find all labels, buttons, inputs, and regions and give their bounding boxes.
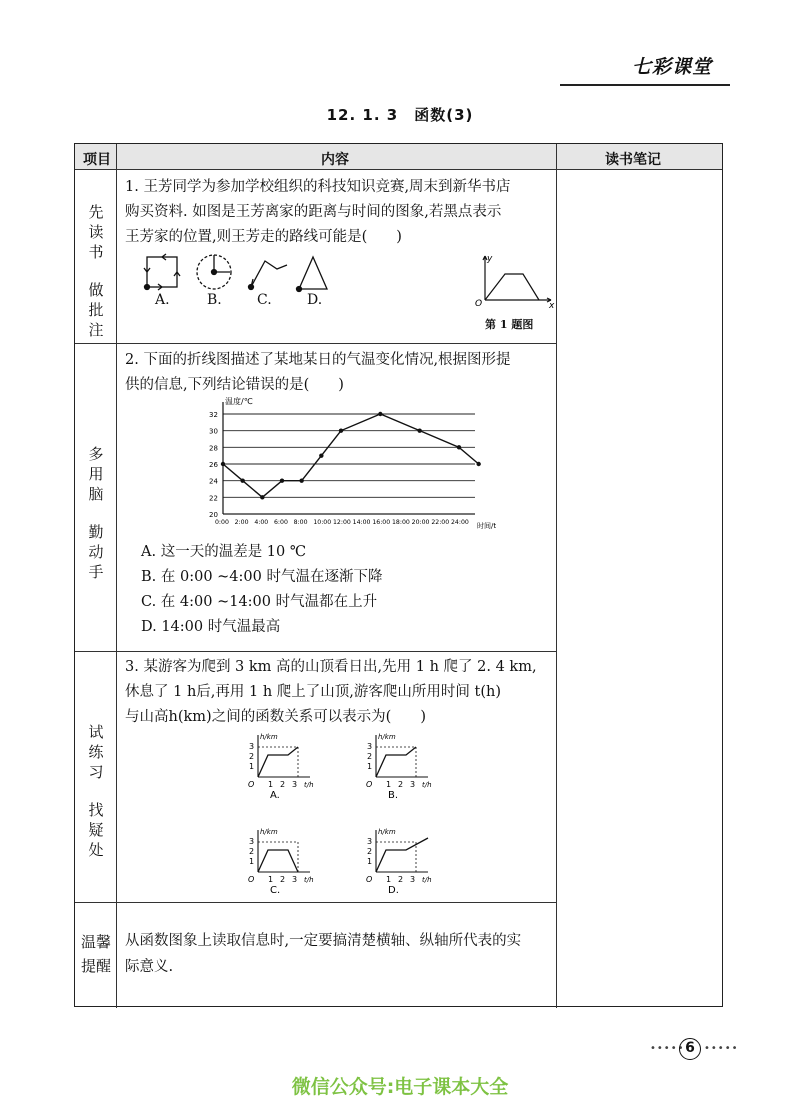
answer-a: A. 这一天的温差是 10 ℃ — [141, 544, 307, 560]
x-tick: 1 — [386, 875, 392, 884]
y-tick: 3 — [367, 837, 373, 846]
axes — [258, 735, 310, 777]
temperature-point — [378, 412, 382, 416]
header-notes: 读书笔记 — [605, 152, 661, 168]
answer-c: C. 在 4:00 ~14:00 时气温都在上升 — [141, 594, 378, 610]
graph-y-label: y — [487, 254, 493, 264]
question-3-text: 3. 某游客为爬到 3 km 高的山顶看日出,先用 1 h 爬了 2. 4 km, 休息了 1 h后,再用 1 h 爬上了山顶,游客爬山所用时间 t(h) 与山高h(km)之间的函数关系可以表示为( ) — [125, 659, 537, 725]
x-tick-label: 0:00 — [215, 519, 229, 526]
height-curve — [376, 838, 428, 872]
origin-label: O — [366, 875, 373, 884]
question-1-text: 1. 王芳同学为参加学校组织的科技知识竞赛,周末到新华书店 购买资料. 如图是王芳离家的距离与时间的图象,若黑点表示 王芳家的位置,则王芳走的路线可能是( ) — [125, 179, 511, 245]
y-tick: 1 — [249, 762, 255, 771]
page-title: 12. 1. 3 函数(3) — [326, 106, 474, 124]
origin-label: O — [248, 780, 255, 789]
temperature-point — [240, 478, 244, 482]
temperature-point — [319, 453, 323, 457]
temperature-point — [339, 428, 343, 432]
x-tick-label: 8:00 — [293, 519, 308, 526]
temperature-point — [280, 478, 284, 482]
row-divider — [75, 902, 557, 903]
x-tick: 2 — [280, 780, 286, 789]
graph-x-label: t/h — [422, 781, 432, 789]
guide-lines — [376, 842, 416, 872]
question-2-options — [141, 540, 382, 640]
row-label-2: 多 用 脑 勤 动 手 — [88, 445, 104, 581]
x-tick-label: 12:00 — [333, 519, 351, 526]
graph-y-label: h/km — [260, 733, 278, 741]
y-tick: 3 — [367, 742, 373, 751]
mountain-graph-b — [358, 729, 438, 801]
y-tick-label: 20 — [209, 511, 218, 519]
height-curve — [258, 850, 298, 872]
row-divider — [75, 651, 557, 652]
route-c — [249, 261, 288, 290]
y-tick: 2 — [367, 847, 373, 856]
table-header — [75, 144, 722, 170]
x-tick-label: 22:00 — [431, 519, 450, 526]
x-tick-label: 4:00 — [254, 519, 269, 526]
y-tick: 2 — [367, 752, 373, 761]
reminder-text: 从函数图象上读取信息时,一定要搞清楚横轴、纵轴所代表的实 际意义. — [125, 933, 522, 975]
distance-time-graph — [467, 252, 557, 308]
x-tick: 1 — [386, 780, 392, 789]
row-divider — [75, 343, 557, 344]
row-label-1: 先 读 书 做 批 注 — [88, 203, 104, 339]
x-tick-label: 20:00 — [411, 519, 430, 526]
x-tick: 3 — [292, 875, 298, 884]
x-tick: 1 — [268, 875, 274, 884]
y-tick: 1 — [249, 857, 255, 866]
axes — [376, 735, 428, 777]
answer-b: B. 在 0:00 ~4:00 时气温在逐渐下降 — [141, 569, 383, 585]
graph-letter: B. — [388, 790, 399, 801]
temperature-chart — [195, 394, 505, 534]
axes — [258, 830, 310, 872]
temperature-point — [299, 478, 303, 482]
mountain-graph-d — [358, 824, 438, 896]
chart-y-label: 温度/℃ — [225, 397, 253, 406]
graph-x-label: t/h — [304, 781, 314, 789]
temperature-point — [476, 462, 480, 466]
guide-lines — [258, 842, 298, 872]
temperature-point — [260, 495, 264, 499]
route-b — [197, 255, 231, 289]
temperature-line — [223, 414, 479, 497]
graph-y-label: h/km — [260, 828, 278, 836]
mountain-graph-c — [240, 824, 320, 896]
x-tick: 3 — [292, 780, 298, 789]
y-tick: 3 — [249, 742, 255, 751]
option-c: C. — [257, 292, 272, 308]
temperature-point — [221, 462, 225, 466]
x-tick: 3 — [410, 875, 416, 884]
route-d — [297, 257, 328, 292]
graph-x-label: x — [549, 301, 555, 308]
x-tick-label: 6:00 — [274, 519, 288, 526]
x-tick-label: 10:00 — [313, 519, 332, 526]
row-label-3: 试 练 习 找 疑 处 — [88, 723, 104, 859]
brand-logo — [632, 52, 742, 82]
page-number — [650, 1038, 739, 1062]
question-2-text: 2. 下面的折线图描述了某地某日的气温变化情况,根据图形提 供的信息,下列结论错误的是( ) — [125, 352, 511, 393]
y-tick-label: 32 — [209, 411, 218, 419]
origin-label: O — [248, 875, 255, 884]
y-tick: 3 — [249, 837, 255, 846]
chart-x-label: 时间/t — [477, 522, 497, 530]
header-item: 项目 — [83, 152, 111, 168]
y-tick-label: 24 — [209, 477, 218, 486]
height-curve — [376, 747, 416, 777]
temperature-point — [457, 445, 461, 449]
option-b: B. — [207, 292, 222, 308]
brand-text: 七彩课堂 — [632, 56, 713, 78]
row-label-4: 温馨 提醒 — [80, 933, 111, 975]
graph-letter: C. — [270, 885, 281, 896]
x-tick-label: 16:00 — [372, 519, 391, 526]
graph-x-label: t/h — [304, 876, 314, 884]
origin-label: O — [366, 780, 373, 789]
page-dots-left: ••••• — [650, 1043, 685, 1054]
y-tick: 2 — [249, 847, 255, 856]
graph-x-label: t/h — [422, 876, 432, 884]
y-tick: 1 — [367, 762, 373, 771]
header-content: 内容 — [321, 152, 349, 168]
page-dots-right: ••••• — [704, 1043, 739, 1054]
graph-letter: A. — [270, 790, 280, 801]
footer-watermark: 微信公众号:电子课本大全 — [291, 1076, 509, 1098]
x-tick: 1 — [268, 780, 274, 789]
study-table — [74, 143, 723, 1007]
y-tick-label: 22 — [209, 494, 218, 503]
y-tick-label: 26 — [209, 461, 218, 469]
graph-origin: O — [475, 299, 483, 308]
x-tick: 2 — [398, 875, 404, 884]
header-rule — [560, 84, 730, 86]
option-d: D. — [307, 292, 323, 308]
x-tick-label: 24:00 — [451, 519, 469, 526]
x-tick: 2 — [280, 875, 286, 884]
graph-y-label: h/km — [378, 733, 396, 741]
height-curve — [258, 747, 298, 777]
y-tick: 1 — [367, 857, 373, 866]
x-tick-label: 18:00 — [392, 519, 410, 526]
y-tick-label: 30 — [209, 427, 218, 436]
column-divider — [116, 144, 117, 1008]
route-a — [144, 254, 180, 290]
x-tick-label: 14:00 — [352, 519, 371, 526]
x-tick: 2 — [398, 780, 404, 789]
figure-caption: 第 1 题图 — [485, 318, 534, 331]
y-tick: 2 — [249, 752, 255, 761]
x-tick-label: 2:00 — [234, 519, 249, 526]
axes — [376, 830, 428, 872]
mountain-graph-a — [240, 729, 320, 801]
option-a: A. — [155, 292, 170, 308]
page-number-value: 6 — [679, 1038, 701, 1060]
temperature-point — [417, 428, 421, 432]
graph-y-label: h/km — [378, 828, 396, 836]
graph-letter: D. — [388, 885, 399, 896]
y-tick-label: 28 — [209, 444, 218, 453]
x-tick: 3 — [410, 780, 416, 789]
answer-d: D. 14:00 时气温最高 — [141, 619, 281, 635]
